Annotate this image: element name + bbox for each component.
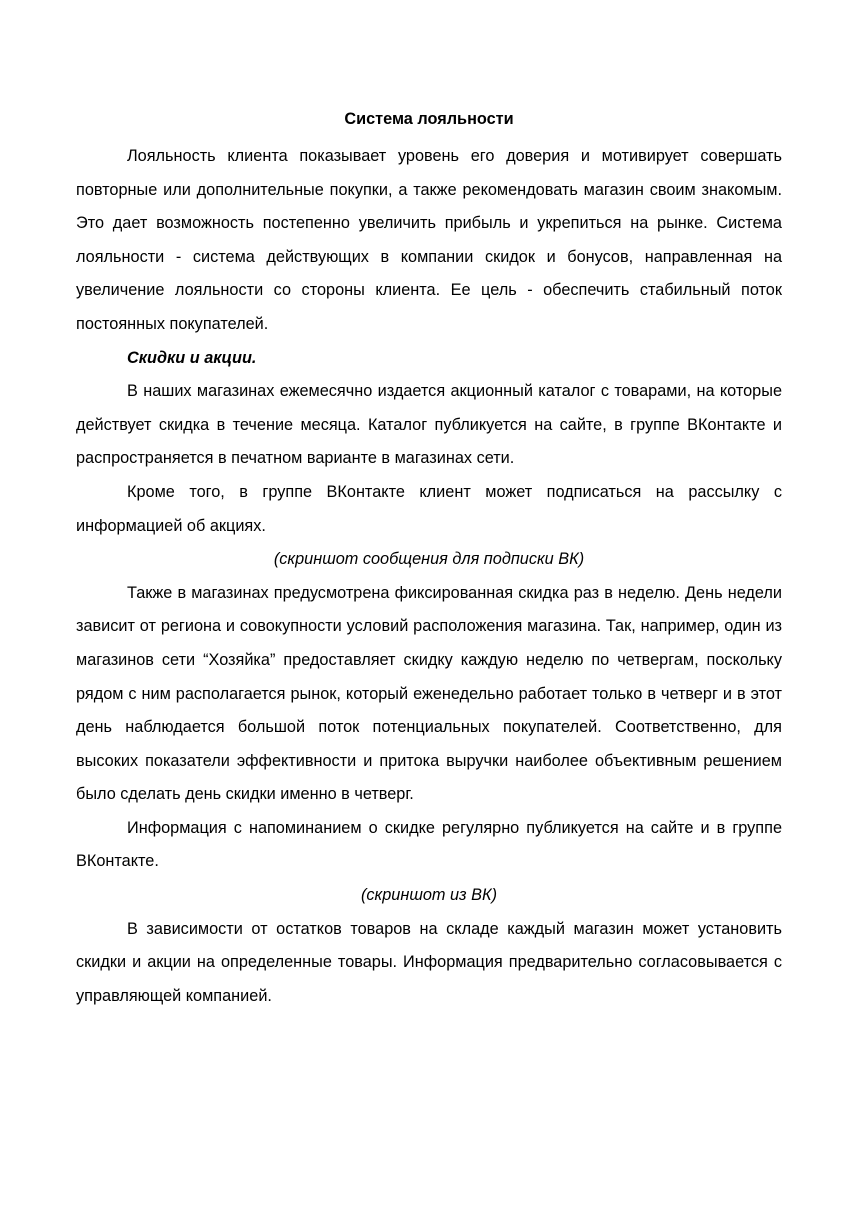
catalog-paragraph: В наших магазинах ежемесячно издается акционный каталог с товарами, на которые действует скидка в течение месяца. Каталог публикуется на сайте, в группе ВКонтакте и распространяется в печатном варианте в магазинах сети. <box>76 382 782 468</box>
subscription-screenshot-caption: (скриншот сообщения для подписки ВК) <box>273 550 585 569</box>
document-page <box>76 104 782 1013</box>
intro-paragraph: Лояльность клиента показывает уровень его доверия и мотивирует совершать повторные или дополнительные покупки, а также рекомендовать магазин своим знакомым. Это дает возможность постепенно увеличить прибыль и укрепиться на рынке. Система лояльности - система действующих в компании скидок и бонусов, направленная на увеличение лояльности со стороны клиента. Ее цель - обеспечить стабильный поток постоянных покупателей. <box>76 147 782 333</box>
weekly-discount-paragraph: Также в магазинах предусмотрена фиксированная скидка раз в неделю. День недели зависит от региона и совокупности условий расположения магазина. Так, например, один из магазинов сети “Хозяйка” предоставляет скидку каждую неделю по четвергам, поскольку рядом с ним располагается рынок, который еженедельно работает только в четверг и в этот день наблюдается большой поток потенциальных покупателей. Соответственно, для высоких показатели эффективности и притока выручки наиболее объективным решением было сделать день скидки именно в четверг. <box>76 583 782 804</box>
document-title: Система лояльности <box>344 110 514 128</box>
reminder-paragraph: Информация с напоминанием о скидке регулярно публикуется на сайте и в группе ВКонтакте. <box>76 818 782 871</box>
stock-paragraph: В зависимости от остатков товаров на складе каждый магазин может установить скидки и акции на определенные товары. Информация предварительно согласовывается с управляющей компанией. <box>76 919 782 1005</box>
vk-screenshot-caption: (скриншот из ВК) <box>361 886 497 905</box>
subscription-paragraph: Кроме того, в группе ВКонтакте клиент может подписаться на рассылку с информацией об акциях. <box>76 482 782 535</box>
section-heading: Скидки и акции. <box>127 348 257 367</box>
